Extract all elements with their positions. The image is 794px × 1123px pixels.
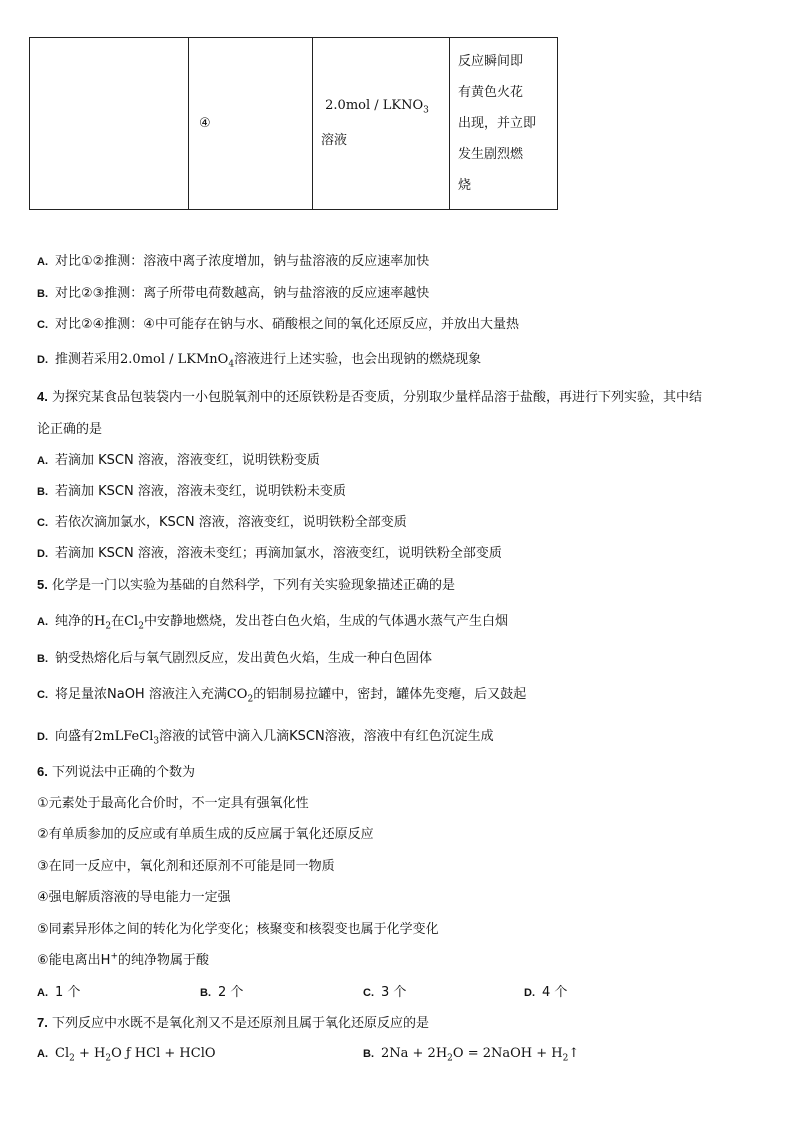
q4-stem-cont: 论正确的是 — [37, 422, 103, 437]
phenomenon-line: 烧 — [458, 178, 472, 193]
q4-option-b: B. 若滴加 KSCN 溶液，溶液未变红，说明铁粉未变质 — [37, 484, 346, 499]
q5-option-b: B. 钠受热熔化后与氧气剧烈反应，发出黄色火焰，生成一种白色固体 — [37, 651, 433, 666]
phenomenon-line: 反应瞬间即 — [458, 54, 524, 69]
q6-item: ①元素处于最高化合价时，不一定具有强氧化性 — [37, 796, 309, 811]
q6-item: ②有单质参加的反应或有单质生成的反应属于氧化还原反应 — [37, 827, 374, 842]
q5-option-d: D. 向盛有2mLFeCl$_3$溶液的试管中滴入几滴KSCN溶液，溶液中有红色沉淀生成 — [37, 729, 494, 747]
q6-item: ③在同一反应中，氧化剂和还原剂不可能是同一物质 — [37, 859, 335, 874]
q6-item: ④强电解质溶液的导电能力一定强 — [37, 890, 231, 905]
phenomenon-line: 发生剧烈燃 — [458, 147, 524, 162]
q5-option-a: A. 纯净的$H_2$在$Cl_2$中安静地燃烧，发出苍白色火焰，生成的气体遇水蒸气产生白烟 — [37, 614, 508, 632]
q6-choice-d: D. 4 个 — [524, 985, 568, 1000]
q4-option-d: D. 若滴加 KSCN 溶液，溶液未变红；再滴加氯水，溶液变红，说明铁粉全部变质 — [37, 546, 502, 561]
q3-option-c: C. 对比②④推测：④中可能存在钠与水、硝酸根之间的氧化还原反应，并放出大量热 — [37, 317, 519, 332]
table-cell-phenomenon — [450, 38, 558, 210]
table-cell-reagent — [313, 38, 450, 210]
experiment-table — [29, 37, 558, 210]
phenomenon-line: 出现，并立即 — [458, 116, 537, 131]
q3-option-a: A. 对比①②推测：溶液中离子浓度增加，钠与盐溶液的反应速率加快 — [37, 254, 430, 269]
q6-item: ⑥能电离出H+的纯净物属于酸 — [37, 951, 209, 968]
q7-option-b: B. $2Na + 2H_2O$ = 2NaOH + $H_2↑$ — [363, 1046, 580, 1064]
reagent-formula: $2.0mol / LKNO_3$ — [325, 98, 429, 116]
q6-choice-b: B. 2 个 — [200, 985, 244, 1000]
q6-choice-a: A. 1 个 — [37, 985, 81, 1000]
q3-option-d: D. 推测若采用2.0mol / LKMnO$_4$溶液进行上述实验，也会出现钠的燃烧现象 — [37, 352, 482, 370]
q7-option-a: A. $Cl_2 + H_2O$ ƒ HCl + HClO — [37, 1046, 216, 1064]
phenomenon-line: 有黄色火花 — [458, 85, 524, 100]
experiment-number: ④ — [199, 116, 211, 131]
reagent-label: 溶液 — [321, 132, 348, 148]
q4-option-a: A. 若滴加 KSCN 溶液，溶液变红，说明铁粉变质 — [37, 453, 320, 468]
q6-choice-c: C. 3 个 — [363, 985, 407, 1000]
table-cell-empty — [30, 38, 189, 210]
table-row — [30, 38, 558, 210]
q6-item: ⑤同素异形体之间的转化为化学变化；核聚变和核裂变也属于化学变化 — [37, 922, 439, 937]
table-cell-number — [189, 38, 313, 210]
q4-stem: 4. 为探究某食品包装袋内一小包脱氧剂中的还原铁粉是否变质，分别取少量样品溶于盐酸，再进行下列实验，其中结 — [37, 389, 702, 405]
q7-stem: 7. 下列反应中水既不是氧化剂又不是还原剂且属于氧化还原反应的是 — [37, 1015, 429, 1031]
q5-option-c: C. 将足量浓NaOH 溶液注入充满$CO_2$的铝制易拉罐中，密封，罐体先变瘪，后又鼓起 — [37, 687, 527, 705]
q4-option-c: C. 若依次滴加氯水，KSCN 溶液，溶液变红，说明铁粉全部变质 — [37, 515, 407, 530]
q6-stem: 6. 下列说法中正确的个数为 — [37, 764, 195, 780]
q3-option-b: B. 对比②③推测：离子所带电荷数越高，钠与盐溶液的反应速率越快 — [37, 286, 430, 301]
q5-stem: 5. 化学是一门以实验为基础的自然科学，下列有关实验现象描述正确的是 — [37, 577, 455, 593]
